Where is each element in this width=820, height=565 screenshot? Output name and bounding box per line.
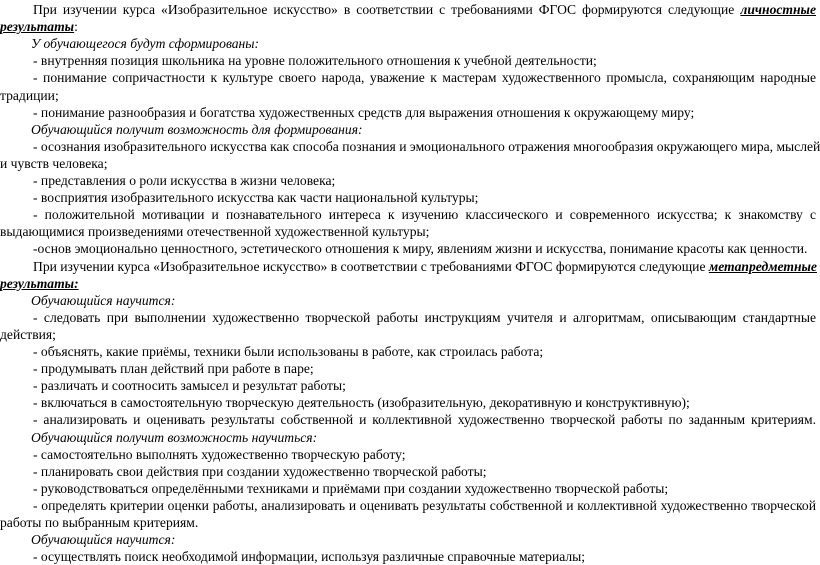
results-heading: результаты (0, 19, 75, 35)
list-item-text: - внутренняя позиция школьника на уровне положительного отношения к учебной деятельности; (33, 53, 597, 69)
text-line (0, 548, 816, 565)
text-line (0, 258, 816, 275)
section-subheading: Обучающийся получит возможность научиться: (31, 429, 318, 445)
text-line (0, 240, 816, 257)
section-subheading: Обучающийся научится: (31, 292, 176, 308)
text-line (0, 172, 816, 189)
text-line (0, 360, 816, 377)
text-line (0, 87, 816, 104)
paragraph-text: При изучении курса «Изобразительное искусство» в соответствии с требованиями ФГОС формируются следующие (33, 2, 741, 17)
text-line (0, 35, 816, 52)
list-item-text: выдающимися произведениями отечественной художественной культуры; (0, 224, 430, 240)
list-item-text: - включаться в самостоятельную творческую деятельность (изобразительную, декоративную и конструктивную); (33, 395, 690, 411)
results-heading: метапредметные (708, 258, 817, 274)
list-item-text: - планировать свои действия при создании художественно творческой работы; (33, 463, 487, 479)
list-item-text: - объяснять, какие приёмы, техники были использованы в работе, как строилась работа; (33, 344, 544, 359)
text-line (0, 480, 816, 497)
text-line (0, 463, 816, 480)
text-line (0, 275, 816, 292)
results-heading: личностные (740, 2, 816, 17)
list-item-text: - восприятия изобразительного искусства как части национальной культуры; (33, 190, 479, 206)
text-line (0, 69, 816, 86)
text-line (0, 206, 816, 223)
list-item-text: - продумывать план действий при работе в паре; (33, 361, 314, 377)
list-item-text: - следовать при выполнении художественно творческой работы инструкциям учителя и алгоритмам, описывающим стандартные (33, 309, 816, 325)
text-line (0, 104, 816, 121)
list-item-text: - понимание разнообразия и богатства художественных средств для выражения отношения к окружающему миру; (33, 104, 695, 120)
list-item-text: - осуществлять поиск необходимой информации, используя различные справочные материалы; (33, 549, 586, 565)
paragraph-text: При изучении курса «Изобразительное искусство» в соответствии с требованиями ФГОС формируются следующие (33, 258, 709, 274)
list-item-text: традиции; (0, 87, 59, 103)
list-item-text: - определять критерии оценки работы, анализировать и оценивать результаты собственной и коллективной художественно творческой (33, 497, 816, 513)
text-line (0, 121, 816, 138)
text-line (0, 1, 816, 18)
list-item-text: -основ эмоционально ценностного, эстетического отношения к миру, явлениям жизни и искусства, понимание красоты как ценности. (33, 241, 808, 257)
paragraph-text: : (74, 19, 78, 35)
text-line (0, 138, 820, 155)
text-line (0, 497, 816, 514)
list-item-text: - положительной мотивации и познавательного интереса к изучению классического и современного искусства; к знакомству с (33, 207, 816, 223)
list-item-text: - осознания изобразительного искусства как способа познания и эмоционального отражения многообразия окружающего мира, мыслей (33, 138, 820, 154)
list-item-text: работы по выбранным критериям. (0, 515, 199, 530)
list-item-text: - анализировать и оценивать результаты собственной и коллективной художественно творческой работы по заданным критериям. (33, 412, 816, 428)
list-item-text: - понимание сопричастности к культуре своего народа, уважение к мастерам художественного промысла, сохраняющим народные (33, 70, 816, 86)
text-line (0, 411, 816, 428)
text-line (0, 189, 816, 206)
text-line (0, 18, 816, 35)
text-line (0, 531, 816, 548)
list-item-text: и чувств человека; (0, 155, 108, 171)
text-line (0, 309, 816, 326)
text-line (0, 292, 816, 309)
text-line (0, 343, 816, 360)
text-line (0, 326, 816, 343)
text-line (0, 514, 816, 531)
text-line (0, 446, 816, 463)
list-item-text: - самостоятельно выполнять художественно творческую работу; (33, 446, 406, 462)
list-item-text: - руководствоваться определёнными техниками и приёмами при создании художественно творческой работы; (33, 480, 669, 496)
section-subheading: У обучающегося будут сформированы: (31, 36, 260, 52)
section-subheading: Обучающийся научится: (31, 532, 176, 548)
section-subheading: Обучающийся получит возможность для формирования: (31, 121, 363, 137)
list-item-text: - различать и соотносить замысел и результат работы; (33, 378, 346, 394)
text-line (0, 429, 816, 446)
list-item-text: - представления о роли искусства в жизни человека; (33, 173, 336, 188)
results-heading: результаты: (0, 275, 79, 291)
list-item-text: действия; (0, 326, 56, 342)
text-line (0, 377, 816, 394)
text-line (0, 223, 816, 240)
text-line (0, 155, 816, 172)
text-line (0, 52, 816, 69)
text-line (0, 394, 816, 411)
